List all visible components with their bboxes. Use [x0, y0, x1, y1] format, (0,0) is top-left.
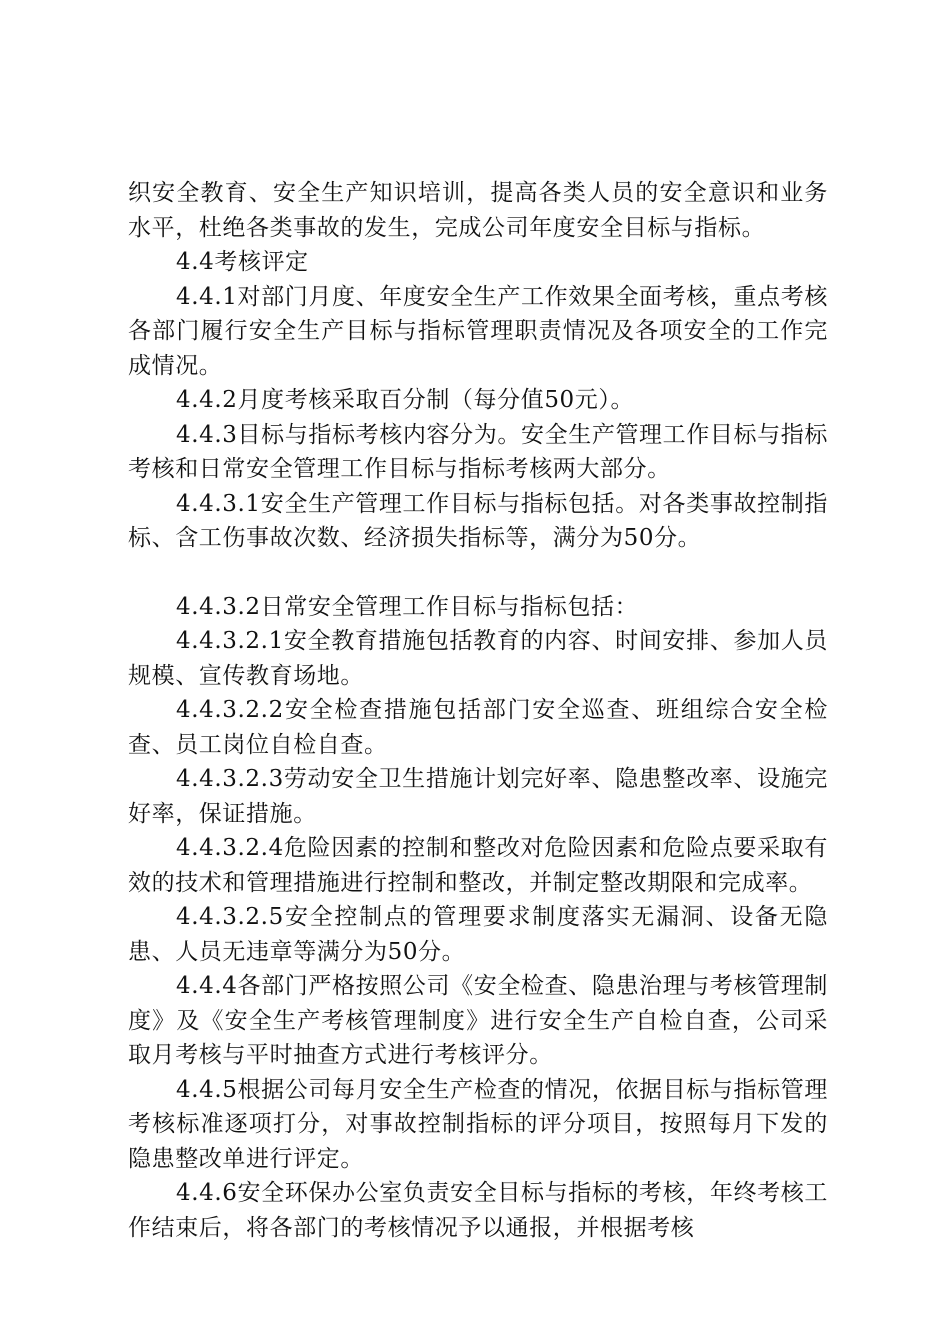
paragraph-4-4-3-1: 4.4.3.1安全生产管理工作目标与指标包括。对各类事故控制指标、含工伤事故次数、经济损失指标等，满分为50分。	[128, 490, 828, 551]
paragraph-4-4-3-2-2: 4.4.3.2.2安全检查措施包括部门安全巡查、班组综合安全检查、员工岗位自检自查。	[128, 697, 828, 758]
paragraph-4-4-6: 4.4.6安全环保办公室负责安全目标与指标的考核，年终考核工作结束后，将各部门的考核情况予以通报，并根据考核	[128, 1180, 828, 1241]
document-page	[128, 176, 828, 1245]
paragraph-continuation: 织安全教育、安全生产知识培训，提高各类人员的安全意识和业务水平，杜绝各类事故的发生，完成公司年度安全目标与指标。	[128, 180, 828, 241]
paragraph-4-4-2: 4.4.2月度考核采取百分制（每分值50元）。	[176, 387, 635, 413]
paragraph-4-4-3: 4.4.3目标与指标考核内容分为。安全生产管理工作目标与指标考核和日常安全管理工作目标与指标考核两大部分。	[128, 421, 828, 482]
paragraph-4-4-3-2-5: 4.4.3.2.5安全控制点的管理要求制度落实无漏洞、设备无隐患、人员无违章等满分为50分。	[128, 904, 828, 965]
paragraph-4-4-5: 4.4.5根据公司每月安全生产检查的情况，依据目标与指标管理考核标准逐项打分，对事故控制指标的评分项目，按照每月下发的隐患整改单进行评定。	[128, 1076, 828, 1172]
paragraph-4-4-3-2: 4.4.3.2日常安全管理工作目标与指标包括：	[176, 593, 639, 620]
paragraph-4-4-3-2-3: 4.4.3.2.3劳动安全卫生措施计划完好率、隐患整改率、设施完好率，保证措施。	[128, 766, 828, 827]
paragraph-4-4-3-2-4: 4.4.3.2.4危险因素的控制和整改对危险因素和危险点要采取有效的技术和管理措施进行控制和整改，并制定整改期限和完成率。	[128, 835, 828, 896]
paragraph-4-4-1: 4.4.1对部门月度、年度安全生产工作效果全面考核，重点考核各部门履行安全生产目标与指标管理职责情况及各项安全的工作完成情况。	[128, 283, 828, 379]
paragraph-4-4-3-2-1: 4.4.3.2.1安全教育措施包括教育的内容、时间安排、参加人员规模、宣传教育场地。	[128, 628, 828, 689]
paragraph-4-4-4: 4.4.4各部门严格按照公司《安全检查、隐患治理与考核管理制度》及《安全生产考核管理制度》进行安全生产自检自查，公司采取月考核与平时抽查方式进行考核评分。	[128, 973, 828, 1068]
section-heading-4-4: 4.4考核评定	[176, 249, 309, 275]
